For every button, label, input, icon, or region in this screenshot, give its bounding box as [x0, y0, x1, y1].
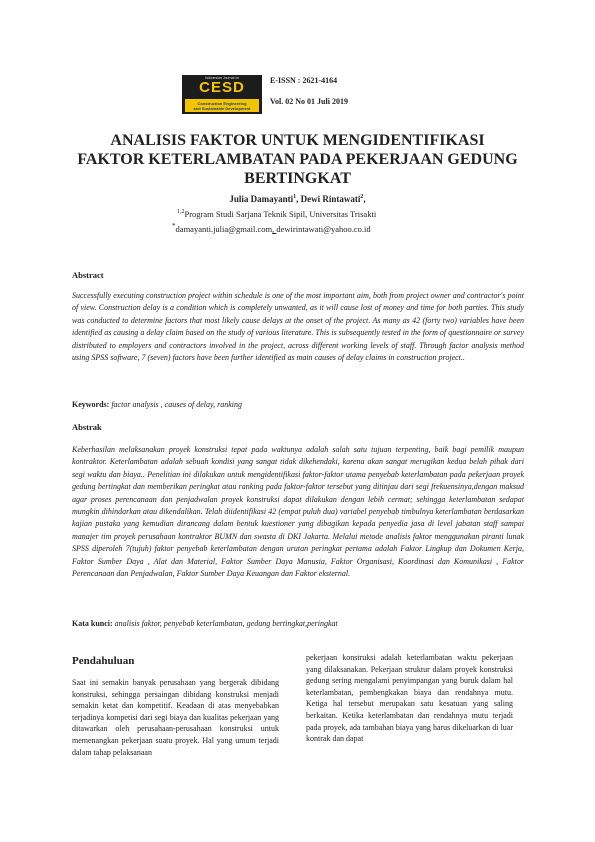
affiliation: [177, 209, 376, 219]
keywords-label: Keywords:: [72, 400, 110, 409]
logo-subtitle-2: and Sustainable Development: [193, 106, 251, 111]
author-tail: ,: [363, 194, 366, 204]
keywords-text: factor analysis , causes of delay, ranking: [111, 400, 242, 409]
author-2-name: Dewi Rintawati: [300, 194, 361, 204]
email-1[interactable]: damayanti.julia@gmail.com: [175, 223, 273, 234]
intro-right-column: pekerjaan konstruksi adalah keterlambatan waktu pekerjaan yang dilaksanakan. Pekerjaan struktur dalam proyek konstruksi gedung sering mengalami penyimpangan yang buruk dalam hal keterlambatan, pembengkakan biaya dan rendahnya mutu. Ketiga hal tersebut merupakan satu kesatuan yang saling berkaitan. Ketika keterlambatan dan rendahnya mutu terjadi pada proyek, ada tambahan biaya yang harus dikeluarkan di luar kontrak dan dapat: [306, 653, 513, 744]
logo-top-text: Indonesian Journal on: [204, 76, 240, 80]
kata-kunci-text: analisis faktor, penyebab keterlambatan, gedung bertingkat,peringkat: [114, 619, 338, 628]
author-separator: ,: [296, 194, 301, 204]
kata-kunci-label: Kata kunci:: [72, 619, 113, 628]
logo-band: [185, 99, 259, 112]
paper-title: [60, 131, 535, 188]
author-list: [60, 194, 535, 204]
author-1-name: Julia Damayanti: [229, 194, 294, 204]
abstrak-heading: Abstrak: [72, 422, 102, 432]
email-separator: ,: [272, 223, 277, 234]
journal-logo: [182, 75, 262, 114]
keywords: [72, 400, 242, 409]
abstrak-text: Keberhasilan melaksanakan proyek konstruksi tepat pada waktunya adalah salah satu tujuan terpenting, baik bagi pemilik maupun kontraktor. Keterlambatan adalah sebuah kondisi yang sangat tidak dikehendaki, karena akan sangat merugikan kedua belah pihak dari segi waktu dan biaya.. Penelitian ini dilakukan untuk mengidentifikasi faktor-faktor utama penyebab keterlambatan pada pekerjaan proyek gedung bertingkat dan memberikan peringkat atau ranking pada faktor-faktor tersebut yang ditinjau dari segi frekuensinya,dengan maksud agar proses perencanaan dan penjadwalan proyek konstruksi dapat dilakukan dengan lebih cermat; sehingga keterlambatan sedapat mungkin dihindarkan atau dikendalikan. Telah diidentifikasi 42 (empat puluh dua) variabel penyebab timbulnya keterlambatan berdasarkan kajian pustaka yang kemudian dirancang dalam bentuk kuestioner yang dibagikan kepada penyedia jasa di level jabatan staff sampai manajer tim proyek perusahaan kontraktor BUMN dan swasta di DKI Jakarta. Melalui metode analisis faktor menggunakan piranti lunak SPSS diperoleh 7(tujuh) faktor penyebab keterlambatan dengan urutan peringkat pertama adalah Faktor Lingkup dan Dokumen Kerja, Faktor Sumber Daya , Alat dan Material, Faktor Sumber Daya Manusia, Faktor Organisasi, Koordinasi dan Komunikasi , Faktor Perencanaan dan Penjadwalan, Faktor Sumber Daya Keuangan dan Faktor eksternal.: [72, 445, 524, 579]
title-line-2: FAKTOR KETERLAMBATAN PADA PEKERJAAN GEDUNG: [77, 151, 518, 168]
intro-left-column: Saat ini semakin banyak perusahaan yang bergerak dibidang konstruksi, sehingga persaingan dibidang konstruksi menjadi semakin ketat dan kompetitif. Keadaan di atas menyebabkan terjadinya kompetisi dari segi biaya dan kualitas pekerjaan yang ditawarkan oleh perusahaan-perusahaan konstruksi untuk memenangkan pekerjaan suatu proyek. Hal yang umum terjadi dalam tahap pelaksanaan: [72, 678, 279, 757]
title-line-1: ANALISIS FAKTOR UNTUK MENGIDENTIFIKASI: [110, 132, 485, 149]
affiliation-text: Program Studi Sarjana Teknik Sipil, Universitas Trisakti: [184, 209, 377, 219]
kata-kunci: [72, 619, 338, 628]
volume-info: Vol. 02 No 01 Juli 2019: [270, 97, 348, 106]
affiliation-sup: 1,2: [177, 209, 185, 216]
title-line-3: BERTINGKAT: [244, 170, 351, 187]
abstract-text: Successfully executing construction project within schedule is one of the most important aim, both from project owner and contractor's point of view. Construction delay is a condition which is completely unwanted, as it will cause lost of money and time for both parties. This study was conducted to determine factors that most likely cause delays at the onset of the project. As many as 42 (forty two) variables have been identified as causing a delay claim based on the study of various literature. This is subsequently tested in the form of questionnaire or survey distributed to employers and contractors involved in the project, across different working levels of staff. Through factor analysis method using SPSS software, 7 (seven) factors have been further identified as main causes of delay claims in construction project..: [72, 291, 524, 363]
issn: E-ISSN : 2621-4164: [270, 76, 338, 85]
email-prefix: *: [172, 222, 176, 230]
author-1-sup: 1: [293, 194, 297, 200]
email-2[interactable]: dewirintawati@yahoo.co.id: [276, 223, 371, 234]
intro-heading: Pendahuluan: [72, 655, 135, 667]
email-line: [172, 222, 371, 234]
logo-word: CESD: [199, 79, 245, 96]
logo-subtitle-1: Construction Engineering: [197, 101, 247, 106]
author-2-sup: 2: [360, 194, 364, 200]
abstract-heading: Abstract: [72, 270, 104, 280]
